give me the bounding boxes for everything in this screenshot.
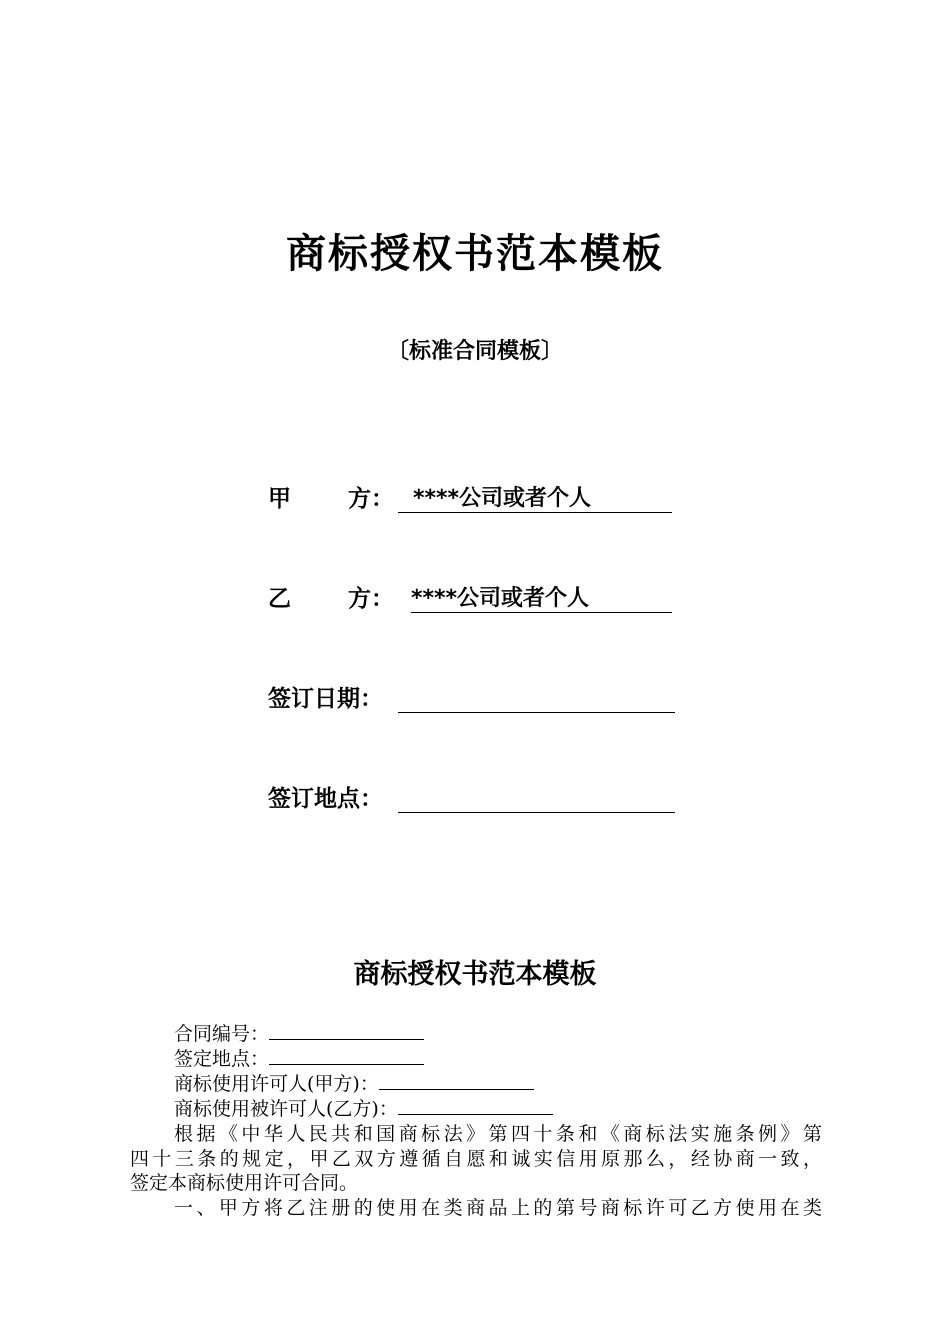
sign-date-underline [398, 682, 675, 713]
sign-place-label: 签订地点： [268, 786, 383, 812]
party-a-label [268, 482, 398, 516]
contract-no-blank [269, 1021, 424, 1040]
contract-sign-place-label: 签定地点： [174, 1048, 270, 1070]
party-a-label-char: 甲 [268, 486, 291, 512]
cover-subtitle: 〔标准合同模板〕 [386, 339, 563, 364]
sign-place-line [174, 1046, 424, 1071]
sign-place-blank [269, 1046, 424, 1065]
licensee-blank [398, 1096, 553, 1115]
party-b-label-suffix: 方： [348, 586, 394, 612]
contract-no-label: 合同编号： [174, 1023, 270, 1045]
contract-no-line [174, 1021, 424, 1046]
party-a-label-suffix: 方： [348, 486, 394, 512]
licensee-line [174, 1096, 553, 1121]
party-b-field [268, 582, 688, 616]
party-b-label [268, 582, 398, 616]
sign-place-field [268, 782, 688, 816]
intro-line-3: 签定本商标使用许可合同。 [130, 1172, 359, 1194]
sign-date-field [268, 682, 688, 716]
party-b-value: ****公司或者个人 [411, 586, 590, 611]
intro-line-1: 根据《中华人民共和国商标法》第四十条和《商标法实施条例》第 [174, 1123, 822, 1145]
cover-title: 商标授权书范本模板 [286, 231, 664, 277]
clause-1-line-1: 一、甲方将乙注册的使用在类商品上的第号商标许可乙方使用在类 [174, 1197, 822, 1219]
contract-title: 商标授权书范本模板 [353, 959, 597, 990]
sign-place-underline [398, 782, 675, 813]
party-a-field [268, 482, 688, 516]
party-a-value: ****公司或者个人 [413, 486, 592, 511]
licensor-blank [379, 1071, 534, 1090]
sign-date-label: 签订日期： [268, 686, 383, 712]
licensor-line [174, 1071, 534, 1096]
licensor-label: 商标使用许可人(甲方)： [174, 1073, 379, 1095]
intro-line-2: 四十三条的规定，甲乙双方遵循自愿和诚实信用原那么，经协商一致， [130, 1148, 822, 1170]
licensee-label: 商标使用被许可人(乙方)： [174, 1098, 398, 1120]
party-b-label-char: 乙 [268, 586, 291, 612]
